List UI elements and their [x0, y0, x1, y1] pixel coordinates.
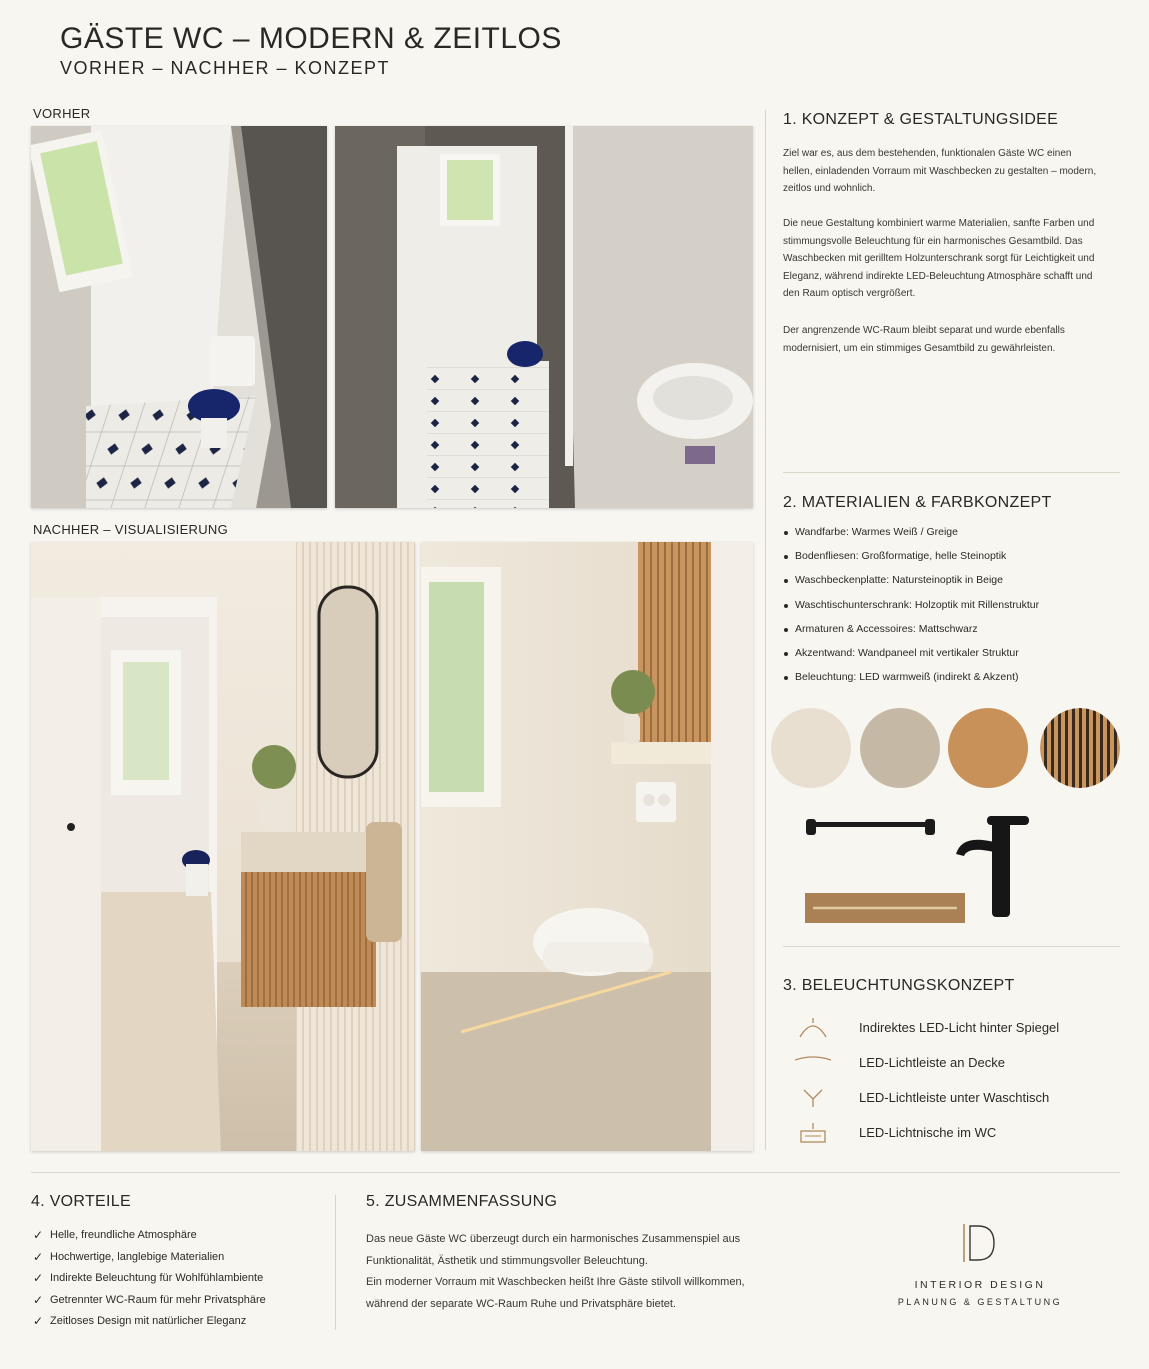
page-subtitle: VORHER – NACHHER – KONZEPT — [60, 58, 391, 78]
lighting-label: Indirektes LED-Licht hinter Spiegel — [859, 1020, 1060, 1035]
lighting-label: LED-Lichtnische im WC — [859, 1125, 997, 1140]
check-icon: ✓ — [33, 1228, 44, 1242]
page-title: GÄSTE WC – MODERN & ZEITLOS — [60, 22, 562, 55]
lighting-label: LED-Lichtleiste an Decke — [859, 1055, 1005, 1070]
before-photo-2 — [335, 126, 753, 508]
list-item-label: Zeitloses Design mit natürlicher Eleganz — [50, 1315, 247, 1327]
list-item — [33, 1294, 266, 1316]
konzept-heading: 1. KONZEPT & GESTALTUNGSIDEE — [783, 111, 1059, 128]
logo-mark — [960, 1222, 998, 1264]
zusammenfassung-paragraph-2: Ein moderner Vorraum mit Waschbecken heißt Ihre Gäste stilvoll willkommen, während der separate WC-Raum Ruhe und Privatsphäre bietet. — [366, 1276, 745, 1310]
zusammenfassung-heading: 5. ZUSAMMENFASSUNG — [366, 1193, 558, 1210]
list-item-label: Helle, freundliche Atmosphäre — [50, 1229, 197, 1241]
before-photo-1 — [31, 126, 327, 508]
footer-column-divider — [335, 1195, 336, 1330]
list-item — [33, 1251, 266, 1273]
lighting-item — [795, 1122, 1115, 1144]
check-icon: ✓ — [33, 1249, 44, 1264]
list-item: Waschtischunterschrank: Holzoptik mit Rillenstruktur — [783, 599, 1039, 623]
section-divider — [783, 946, 1120, 947]
materialien-heading: 2. MATERIALIEN & FARBKONZEPT — [783, 494, 1052, 511]
list-item: Armaturen & Accessoires: Mattschwarz — [783, 623, 1039, 647]
list-item: Wandfarbe: Warmes Weiß / Greige — [783, 526, 1039, 550]
lighting-label: LED-Lichtleiste unter Waschtisch — [859, 1090, 1050, 1105]
led-strip-icon — [805, 893, 965, 923]
list-item: Bodenfliesen: Großformatige, helle Steinoptik — [783, 550, 1039, 574]
list-item: Akzentwand: Wandpaneel mit vertikaler Struktur — [783, 647, 1039, 671]
lighting-item — [795, 1087, 1115, 1109]
list-item — [33, 1315, 266, 1337]
swatch-wall-color — [771, 708, 851, 788]
list-item — [33, 1272, 266, 1294]
check-icon: ✓ — [33, 1271, 44, 1285]
check-icon: ✓ — [33, 1292, 44, 1307]
vorteile-list — [33, 1229, 266, 1337]
list-item-label: Indirekte Beleuchtung für Wohlfühlambiente — [50, 1272, 264, 1284]
konzept-paragraph-2: Die neue Gestaltung kombiniert warme Materialien, sanfte Farben und stimmungsvolle Beleuchtung für ein harmonisches Gesamtbild. Das Waschbecken mit gerilltem Holzunterschrank sorgt für Leichtigkeit und Eleganz, während indirekte LED-Beleuchtung Atmosphäre schafft und den Raum optisch vergrößert. — [783, 218, 1095, 299]
ceiling-light-icon — [795, 1052, 831, 1074]
swatch-slat-panel — [1040, 708, 1120, 788]
list-item: Waschbeckenplatte: Natursteinoptik in Beige — [783, 574, 1039, 598]
after-label: NACHHER – VISUALISIERUNG — [33, 522, 229, 537]
logo-title: INTERIOR DESIGN — [914, 1279, 1046, 1291]
footer-divider — [31, 1172, 1120, 1173]
konzept-paragraph-3: Der angrenzende WC-Raum bleibt separat und wurde ebenfalls modernisiert, um ein stimmiges Gesamtbild zu gewährleisten. — [783, 325, 1065, 354]
vorteile-heading: 4. VORTEILE — [31, 1193, 131, 1210]
list-item — [33, 1229, 266, 1251]
list-item-label: Getrennter WC-Raum für mehr Privatsphäre — [50, 1293, 266, 1306]
check-icon: ✓ — [33, 1314, 44, 1328]
downlight-icon — [795, 1087, 831, 1109]
niche-light-icon — [795, 1122, 831, 1144]
lighting-item — [795, 1017, 1115, 1039]
konzept-paragraph-1: Ziel war es, aus dem bestehenden, funktionalen Gäste WC einen hellen, einladenden Vorraum mit Waschbecken zu gestalten – modern, zeitlos und wohnlich. — [783, 148, 1097, 194]
towel-bar-icon — [803, 814, 938, 840]
materialien-list — [783, 526, 1039, 695]
zusammenfassung-paragraph-1: Das neue Gäste WC überzeugt durch ein harmonisches Zusammenspiel aus Funktionalität, Ästhetik und stimmungsvoller Beleuchtung. — [366, 1233, 741, 1267]
after-photo-1 — [31, 542, 415, 1151]
logo-tagline: PLANUNG & GESTALTUNG — [897, 1297, 1063, 1307]
section-divider — [783, 472, 1120, 473]
list-item-label: Hochwertige, langlebige Materialien — [50, 1250, 225, 1263]
lighting-item — [795, 1052, 1115, 1074]
swatch-stone — [860, 708, 940, 788]
swatch-wood — [948, 708, 1028, 788]
before-label: VORHER — [33, 106, 91, 121]
mirror-light-icon — [795, 1017, 831, 1039]
list-item: Beleuchtung: LED warmweiß (indirekt & Akzent) — [783, 671, 1039, 695]
column-divider — [765, 110, 766, 1150]
after-photo-2 — [421, 542, 753, 1151]
beleuchtung-heading: 3. BELEUCHTUNGSKONZEPT — [783, 977, 1015, 994]
